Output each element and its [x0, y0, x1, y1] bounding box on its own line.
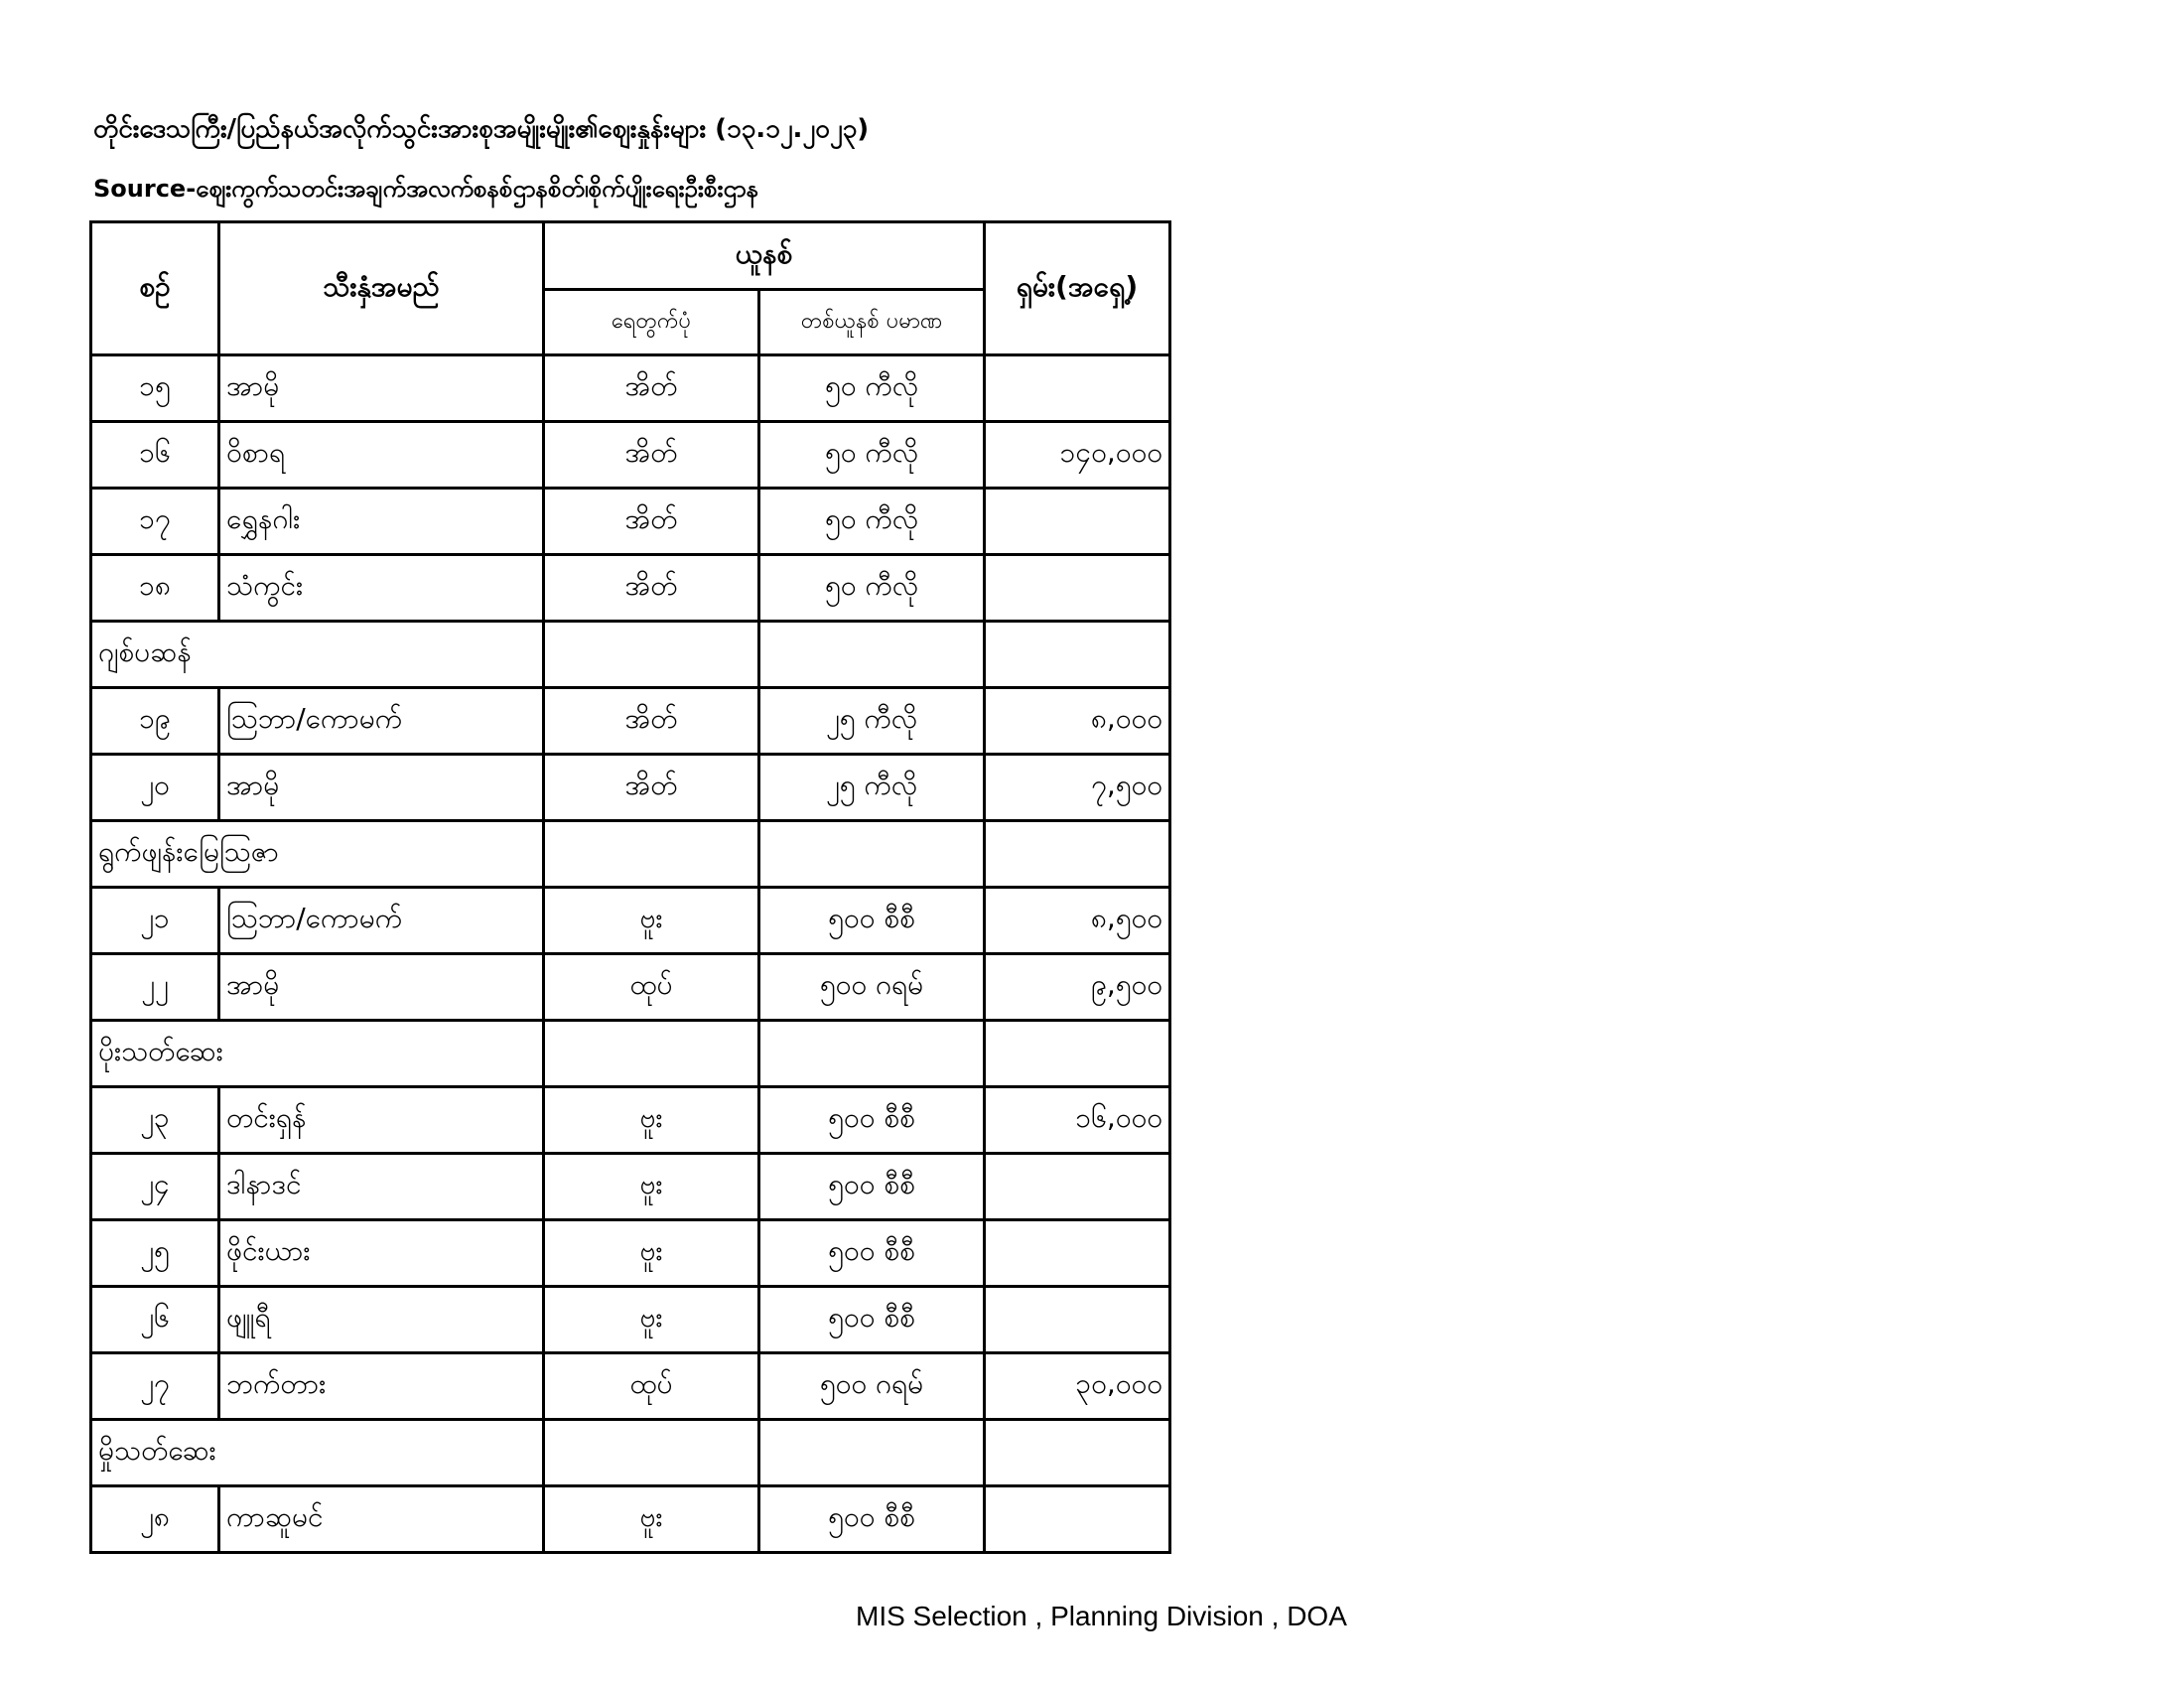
category-label: ရွက်ဖျန်းမြေသြဇာ: [91, 821, 544, 888]
unit-cell: [544, 622, 759, 688]
price-cell: ၁၄၀,၀၀၀: [985, 422, 1170, 489]
qty-cell: [759, 821, 985, 888]
price-cell: [985, 1021, 1170, 1087]
unit-size-cell: ၅၀ ကီလို: [759, 355, 985, 422]
category-label: မှိုသတ်ဆေး: [91, 1420, 544, 1486]
price-table: [89, 220, 1171, 1554]
row-number-cell: ၂၅: [91, 1220, 219, 1287]
price-cell: [985, 1420, 1170, 1486]
price-cell: [985, 1287, 1170, 1353]
unit-type-cell: အိတ်: [544, 489, 759, 555]
unit-size-cell: ၅၀၀ စီစီ: [759, 1220, 985, 1287]
crop-name-cell: သံကွင်း: [219, 555, 544, 622]
unit-cell: [544, 1021, 759, 1087]
unit-size-cell: ၅၀ ကီလို: [759, 555, 985, 622]
source-line: Source-ဈေးကွက်သတင်းအချက်အလက်စနစ်ဌာနစိတ်၊စိုက်ပျိုးရေးဦးစီးဌာန: [93, 175, 759, 203]
unit-size-cell: ၂၅ ကီလို: [759, 688, 985, 755]
crop-name-cell: ဒါနာဒင်: [219, 1154, 544, 1220]
crop-name-cell: အာမို: [219, 755, 544, 821]
unit-cell: [544, 1420, 759, 1486]
unit-size-cell: ၅၀၀ စီစီ: [759, 1486, 985, 1553]
table-row: [91, 1220, 1170, 1287]
table-row: [91, 1353, 1170, 1420]
crop-name-cell: တင်းရှန်: [219, 1087, 544, 1154]
crop-name-cell: ဖိုင်းယား: [219, 1220, 544, 1287]
row-number-cell: ၂၁: [91, 888, 219, 954]
unit-size-cell: ၅၀၀ စီစီ: [759, 1087, 985, 1154]
crop-name-cell: သြဘာ/ကောမက်: [219, 688, 544, 755]
table-row: [91, 555, 1170, 622]
price-cell: ၈,၀၀၀: [985, 688, 1170, 755]
row-number-cell: ၂၆: [91, 1287, 219, 1353]
unit-type-cell: ဗူး: [544, 1220, 759, 1287]
row-number-cell: ၂၂: [91, 954, 219, 1021]
category-label: ဂျစ်ပဆန်: [91, 622, 544, 688]
category-row: [91, 622, 1170, 688]
crop-name-cell: ကာဆူမင်: [219, 1486, 544, 1553]
unit-size-cell: ၅၀၀ စီစီ: [759, 1154, 985, 1220]
price-cell: ၁၆,၀၀၀: [985, 1087, 1170, 1154]
unit-type-cell: အိတ်: [544, 555, 759, 622]
price-cell: [985, 355, 1170, 422]
crop-name-cell: ဝိစာရ: [219, 422, 544, 489]
header-unit-size: တစ်ယူနစ် ပမာဏ: [759, 290, 985, 355]
unit-type-cell: အိတ်: [544, 688, 759, 755]
price-cell: [985, 821, 1170, 888]
row-number-cell: ၂၃: [91, 1087, 219, 1154]
table-row: [91, 888, 1170, 954]
category-row: [91, 1420, 1170, 1486]
unit-cell: [544, 821, 759, 888]
row-number-cell: ၁၆: [91, 422, 219, 489]
price-cell: [985, 555, 1170, 622]
row-number-cell: ၁၈: [91, 555, 219, 622]
table-row: [91, 1486, 1170, 1553]
unit-type-cell: ဗူး: [544, 1154, 759, 1220]
unit-type-cell: ဗူး: [544, 1287, 759, 1353]
table-row: [91, 1287, 1170, 1353]
unit-type-cell: ဗူး: [544, 888, 759, 954]
table-row: [91, 489, 1170, 555]
unit-size-cell: ၂၅ ကီလို: [759, 755, 985, 821]
price-cell: [985, 622, 1170, 688]
table-row: [91, 755, 1170, 821]
header-price-region: ရှမ်း(အရှေ့): [985, 222, 1170, 355]
row-number-cell: ၁၅: [91, 355, 219, 422]
table-row: [91, 954, 1170, 1021]
price-cell: ၈,၅၀၀: [985, 888, 1170, 954]
document-title: တိုင်းဒေသကြီး/ပြည်နယ်အလိုက်သွင်းအားစုအမျိုးမျိုး၏ဈေးနှုန်းများ (၁၃.၁၂.၂၀၂၃): [93, 114, 870, 144]
footer-credit: MIS Selection , Planning Division , DOA: [856, 1601, 1347, 1631]
category-row: [91, 821, 1170, 888]
unit-size-cell: ၅၀၀ ဂရမ်: [759, 954, 985, 1021]
unit-size-cell: ၅၀၀ စီစီ: [759, 1287, 985, 1353]
table-row: [91, 355, 1170, 422]
crop-name-cell: ဖျူရီ: [219, 1287, 544, 1353]
price-cell: ၃၀,၀၀၀: [985, 1353, 1170, 1420]
row-number-cell: ၂၈: [91, 1486, 219, 1553]
qty-cell: [759, 622, 985, 688]
row-number-cell: ၂၀: [91, 755, 219, 821]
price-cell: [985, 1486, 1170, 1553]
unit-type-cell: အိတ်: [544, 755, 759, 821]
header-crop-name: သီးနှံအမည်: [219, 222, 544, 355]
unit-type-cell: ထုပ်: [544, 1353, 759, 1420]
table-row: [91, 422, 1170, 489]
qty-cell: [759, 1021, 985, 1087]
crop-name-cell: ရွှေနဂါး: [219, 489, 544, 555]
unit-type-cell: ထုပ်: [544, 954, 759, 1021]
price-cell: [985, 1154, 1170, 1220]
unit-type-cell: အိတ်: [544, 422, 759, 489]
unit-type-cell: ဗူး: [544, 1486, 759, 1553]
row-number-cell: ၁၉: [91, 688, 219, 755]
crop-name-cell: အာမို: [219, 954, 544, 1021]
crop-name-cell: ဘက်တား: [219, 1353, 544, 1420]
unit-type-cell: အိတ်: [544, 355, 759, 422]
category-row: [91, 1021, 1170, 1087]
unit-size-cell: ၅၀၀ စီစီ: [759, 888, 985, 954]
crop-name-cell: အာမို: [219, 355, 544, 422]
header-unit-type: ရေတွက်ပုံ: [544, 290, 759, 355]
table-row: [91, 1154, 1170, 1220]
table-row: [91, 688, 1170, 755]
row-number-cell: ၂၇: [91, 1353, 219, 1420]
crop-name-cell: သြဘာ/ကောမက်: [219, 888, 544, 954]
qty-cell: [759, 1420, 985, 1486]
table-row: [91, 1087, 1170, 1154]
price-cell: [985, 1220, 1170, 1287]
price-cell: ၇,၅၀၀: [985, 755, 1170, 821]
price-cell: [985, 489, 1170, 555]
unit-size-cell: ၅၀ ကီလို: [759, 422, 985, 489]
unit-size-cell: ၅၀၀ ဂရမ်: [759, 1353, 985, 1420]
unit-type-cell: ဗူး: [544, 1087, 759, 1154]
category-label: ပိုးသတ်ဆေး: [91, 1021, 544, 1087]
header-no: စဉ်: [91, 222, 219, 355]
table-body: [91, 355, 1170, 1553]
row-number-cell: ၂၄: [91, 1154, 219, 1220]
unit-size-cell: ၅၀ ကီလို: [759, 489, 985, 555]
price-cell: ၉,၅၀၀: [985, 954, 1170, 1021]
row-number-cell: ၁၇: [91, 489, 219, 555]
header-unit-group: ယူနစ်: [544, 222, 985, 290]
